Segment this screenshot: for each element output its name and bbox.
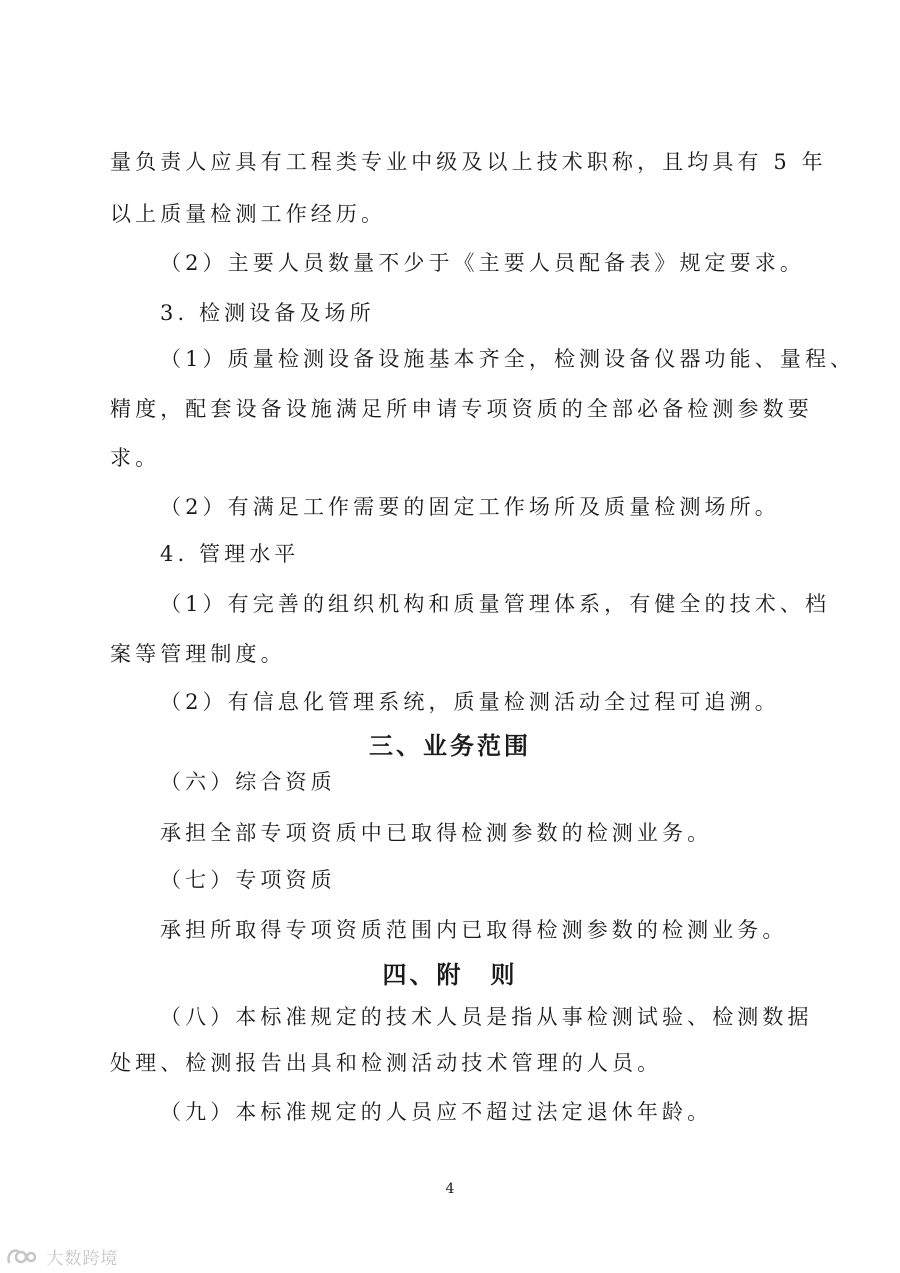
body-text-line: 案等管理制度。 <box>110 642 286 666</box>
body-text-line: 量负责人应具有工程类专业中级及以上技术职称，且均具有 5 年 <box>110 150 827 174</box>
body-text-line: （六）综合资质 <box>160 770 336 794</box>
body-text-line: （1）有完善的组织机构和质量管理体系，有健全的技术、档 <box>160 592 831 616</box>
section-subheading: 4. 管理水平 <box>160 542 300 566</box>
brand-logo-icon <box>6 1247 36 1267</box>
body-text-line: （八）本标准规定的技术人员是指从事检测试验、检测数据 <box>160 1005 813 1029</box>
section-subheading: 3. 检测设备及场所 <box>160 301 375 325</box>
body-text-line: （1）质量检测设备设施基本齐全，检测设备仪器功能、量程、 <box>160 347 856 371</box>
watermark-text: 大数跨境 <box>46 1249 119 1269</box>
body-text-line: 承担全部专项资质中已取得检测参数的检测业务。 <box>160 821 713 845</box>
section-heading: 三、业务范围 <box>369 731 531 760</box>
body-text-line: 以上质量检测工作经历。 <box>110 202 387 226</box>
body-text-line: （九）本标准规定的人员应不超过法定退休年龄。 <box>160 1100 713 1124</box>
body-text-line: （2）有信息化管理系统，质量检测活动全过程可追溯。 <box>160 690 780 714</box>
body-text-line: （2）有满足工作需要的固定工作场所及质量检测场所。 <box>160 495 780 519</box>
section-heading: 四、附 则 <box>382 960 518 989</box>
page-number: 4 <box>445 1181 455 1197</box>
body-text-line: 求。 <box>110 446 161 470</box>
body-text-line: （2）主要人员数量不少于《主要人员配备表》规定要求。 <box>160 251 805 275</box>
body-text-line: 精度，配套设备设施满足所申请专项资质的全部必备检测参数要 <box>110 397 813 421</box>
body-text-line: 处理、检测报告出具和检测活动技术管理的人员。 <box>110 1051 663 1075</box>
body-text-line: （七）专项资质 <box>160 868 336 892</box>
body-text-line: 承担所取得专项资质范围内已取得检测参数的检测业务。 <box>160 918 788 942</box>
watermark <box>6 1244 118 1269</box>
